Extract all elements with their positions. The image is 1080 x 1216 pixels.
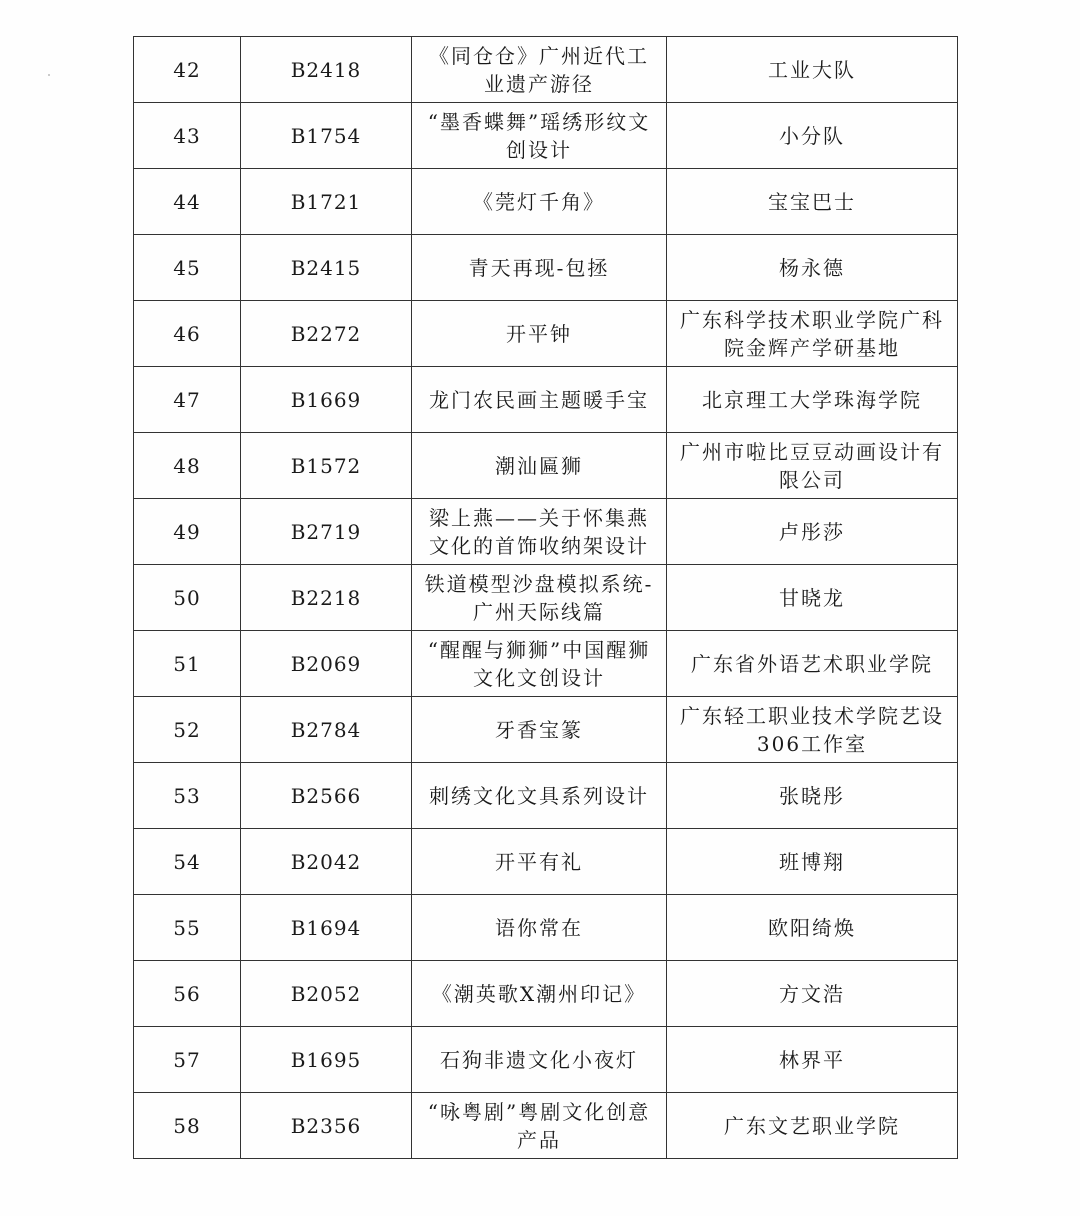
entry-title: 《同仓仓》广州近代工业遗产游径	[412, 37, 667, 103]
table-row	[134, 565, 958, 631]
table-row	[134, 631, 958, 697]
entry-title: 梁上燕——关于怀集燕文化的首饰收纳架设计	[412, 499, 667, 565]
table-row	[134, 895, 958, 961]
entry-number: 48	[134, 433, 241, 499]
entry-number: 45	[134, 235, 241, 301]
entry-code: B2052	[241, 961, 412, 1027]
entry-code: B2415	[241, 235, 412, 301]
entry-number: 51	[134, 631, 241, 697]
entry-code: B2719	[241, 499, 412, 565]
entry-number: 57	[134, 1027, 241, 1093]
entry-code: B2218	[241, 565, 412, 631]
entry-title: 潮汕匾狮	[412, 433, 667, 499]
entry-author: 甘晓龙	[667, 565, 958, 631]
entry-code: B1695	[241, 1027, 412, 1093]
entry-code: B1721	[241, 169, 412, 235]
entry-author: 方文浩	[667, 961, 958, 1027]
entry-title: 青天再现-包拯	[412, 235, 667, 301]
entry-author: 张晓彤	[667, 763, 958, 829]
entry-title: “墨香蝶舞”瑶绣形纹文创设计	[412, 103, 667, 169]
entry-code: B2566	[241, 763, 412, 829]
entry-author: 广州市啦比豆豆动画设计有限公司	[667, 433, 958, 499]
scan-speck	[48, 74, 50, 76]
entries-table-body	[134, 37, 958, 1159]
table-row	[134, 169, 958, 235]
entry-number: 53	[134, 763, 241, 829]
table-row	[134, 103, 958, 169]
entry-title: 龙门农民画主题暖手宝	[412, 367, 667, 433]
entry-title: 开平钟	[412, 301, 667, 367]
entry-title: 刺绣文化文具系列设计	[412, 763, 667, 829]
entry-number: 42	[134, 37, 241, 103]
entry-code: B2356	[241, 1093, 412, 1159]
table-row	[134, 1027, 958, 1093]
entry-author: 欧阳绮焕	[667, 895, 958, 961]
table-row	[134, 1093, 958, 1159]
entry-number: 52	[134, 697, 241, 763]
entry-code: B1572	[241, 433, 412, 499]
table-row	[134, 499, 958, 565]
table-row	[134, 301, 958, 367]
entry-number: 44	[134, 169, 241, 235]
entry-author: 小分队	[667, 103, 958, 169]
table-row	[134, 37, 958, 103]
table-row	[134, 961, 958, 1027]
entry-title: 铁道模型沙盘模拟系统-广州天际线篇	[412, 565, 667, 631]
table-row	[134, 763, 958, 829]
entry-number: 50	[134, 565, 241, 631]
table-row	[134, 433, 958, 499]
table-row	[134, 235, 958, 301]
entry-author: 卢彤莎	[667, 499, 958, 565]
entry-code: B2272	[241, 301, 412, 367]
entry-title: “醒醒与狮狮”中国醒狮文化文创设计	[412, 631, 667, 697]
table-row	[134, 367, 958, 433]
table-row	[134, 697, 958, 763]
entry-number: 43	[134, 103, 241, 169]
entry-code: B1669	[241, 367, 412, 433]
entry-title: 石狗非遗文化小夜灯	[412, 1027, 667, 1093]
entries-table	[133, 36, 958, 1159]
entry-number: 56	[134, 961, 241, 1027]
entry-title: 语你常在	[412, 895, 667, 961]
entry-title: 开平有礼	[412, 829, 667, 895]
entry-author: 广东科学技术职业学院广科院金辉产学研基地	[667, 301, 958, 367]
entry-author: 宝宝巴士	[667, 169, 958, 235]
entry-title: 牙香宝篆	[412, 697, 667, 763]
entry-code: B1754	[241, 103, 412, 169]
table-row	[134, 829, 958, 895]
entry-code: B1694	[241, 895, 412, 961]
entry-code: B2784	[241, 697, 412, 763]
entry-author: 广东省外语艺术职业学院	[667, 631, 958, 697]
entry-code: B2069	[241, 631, 412, 697]
entry-number: 55	[134, 895, 241, 961]
entry-author: 班博翔	[667, 829, 958, 895]
entry-author: 广东文艺职业学院	[667, 1093, 958, 1159]
entry-number: 54	[134, 829, 241, 895]
entry-author: 北京理工大学珠海学院	[667, 367, 958, 433]
entry-author: 广东轻工职业技术学院艺设306工作室	[667, 697, 958, 763]
entry-title: 《莞灯千角》	[412, 169, 667, 235]
entry-code: B2418	[241, 37, 412, 103]
entry-number: 46	[134, 301, 241, 367]
entry-title: 《潮英歌X潮州印记》	[412, 961, 667, 1027]
entry-author: 工业大队	[667, 37, 958, 103]
entry-number: 47	[134, 367, 241, 433]
entry-code: B2042	[241, 829, 412, 895]
entry-number: 58	[134, 1093, 241, 1159]
entry-author: 杨永德	[667, 235, 958, 301]
entry-number: 49	[134, 499, 241, 565]
entry-title: “咏粤剧”粤剧文化创意产品	[412, 1093, 667, 1159]
entry-author: 林界平	[667, 1027, 958, 1093]
